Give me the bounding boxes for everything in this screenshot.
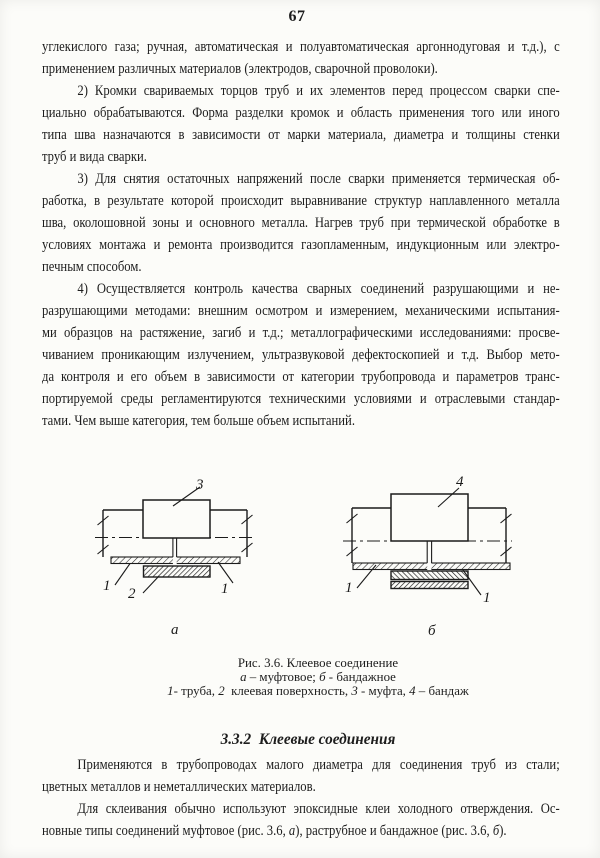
text-line: углекислого газа; ручная, автоматическая и полуавтоматическая аргоннодуговая и т.д.), с (42, 39, 560, 55)
text-line: применением различных материалов (электродов, сварочной проволоки). (42, 61, 438, 77)
text-line: разрушающими методами: внешним осмотром и измерением, механическими испытания- (42, 303, 560, 319)
text-line: условиях монтажа и ремонта производится газопламенным, индукционным или электро- (42, 237, 560, 253)
section-heading: 3.3.2 Клеевые соединения (220, 731, 396, 748)
label-muff: 3 (196, 477, 204, 493)
muff-rect (143, 500, 210, 538)
label-pipe-right: 1 (483, 590, 491, 606)
text-line: да контроля и его объем в зависимости от категории трубопровода и параметров транс- (42, 369, 560, 385)
bandage-strip-top (391, 571, 468, 580)
figure-3-6-drawing (0, 452, 600, 647)
joint-gap (173, 556, 177, 565)
text-line: работка, в результате которой происходит выравнивание структур наплавленного металла (42, 193, 560, 209)
text-line: печным способом. (42, 259, 142, 275)
text-line: Применяются в трубопроводах малого диаметра для соединения труб из стали; (77, 757, 560, 773)
leader-line (218, 562, 233, 583)
adhesive-block (144, 566, 211, 577)
joint-gap (427, 562, 431, 571)
text-line: тами. Чем выше категория, тем больше объем испытаний. (42, 413, 355, 429)
sublabel-a: а (171, 622, 179, 638)
leader-line (143, 576, 159, 593)
band-rect (391, 494, 468, 541)
diagram-b (343, 474, 512, 639)
figure-caption-legend: 1- труба, 2 клеевая поверхность, 3 - муфта, 4 – бандаж (167, 684, 469, 698)
text-line: цветных металлов и неметаллических материалов. (42, 779, 316, 795)
diagram-a (95, 477, 255, 638)
label-pipe-left: 1 (103, 578, 111, 594)
label-pipe-left: 1 (345, 580, 353, 596)
text-line: шва, околошовной зоны и основного металла. Нагрев труб при термической обработке в (42, 215, 560, 231)
text-line: труб и вида сварки. (42, 149, 147, 165)
figure-caption-variants: а – муфтовое; б - бандажное (240, 670, 396, 684)
text-line: портируемой среды регламентируются техническими условиями и отраслевыми стандар- (42, 391, 560, 407)
text-line: чиванием проникающим излучением, ультразвуковой дефектоскопией и т.д. Выбор мето- (42, 347, 560, 363)
text-line: 2) Кромки свариваемых торцов труб и их элементов перед процессом сварки спе- (77, 83, 560, 99)
text-line: 3) Для снятия остаточных напряжений после сварки применяется термическая об- (77, 171, 560, 187)
bandage-strip-bottom (391, 582, 468, 589)
figure-caption (100, 656, 536, 698)
body-text-column (42, 36, 600, 432)
text-line: циально обрабатываются. Форма разделки кромок и область применения того или иного (42, 105, 560, 121)
text-line: типа шва назначаются в зависимости от марки материала, диаметра и толщины стенки (42, 127, 560, 143)
section-text-column (42, 754, 600, 842)
leader-line (115, 564, 130, 586)
label-band: 4 (456, 474, 464, 490)
text-line: ми образцов на растяжение, загиб и т.д.; металлографическими исследованиями: просве- (42, 325, 560, 341)
sublabel-b: б (428, 623, 436, 639)
label-pipe-right: 1 (221, 581, 229, 597)
figure-caption-title: Рис. 3.6. Клеевое соединение (237, 656, 399, 670)
pipe-wall-hatch (353, 563, 510, 570)
text-line: 4) Осуществляется контроль качества сварных соединений разрушающими и не- (77, 281, 560, 297)
text-line: Для склеивания обычно используют эпоксидные клеи холодного отверждения. Ос- (77, 801, 560, 817)
label-adhesive: 2 (128, 586, 136, 602)
page-number: 67 (288, 8, 306, 25)
text-line: новные типы соединений муфтовое (рис. 3.6, а), раструбное и бандажное (рис. 3.6, б). (42, 823, 507, 839)
